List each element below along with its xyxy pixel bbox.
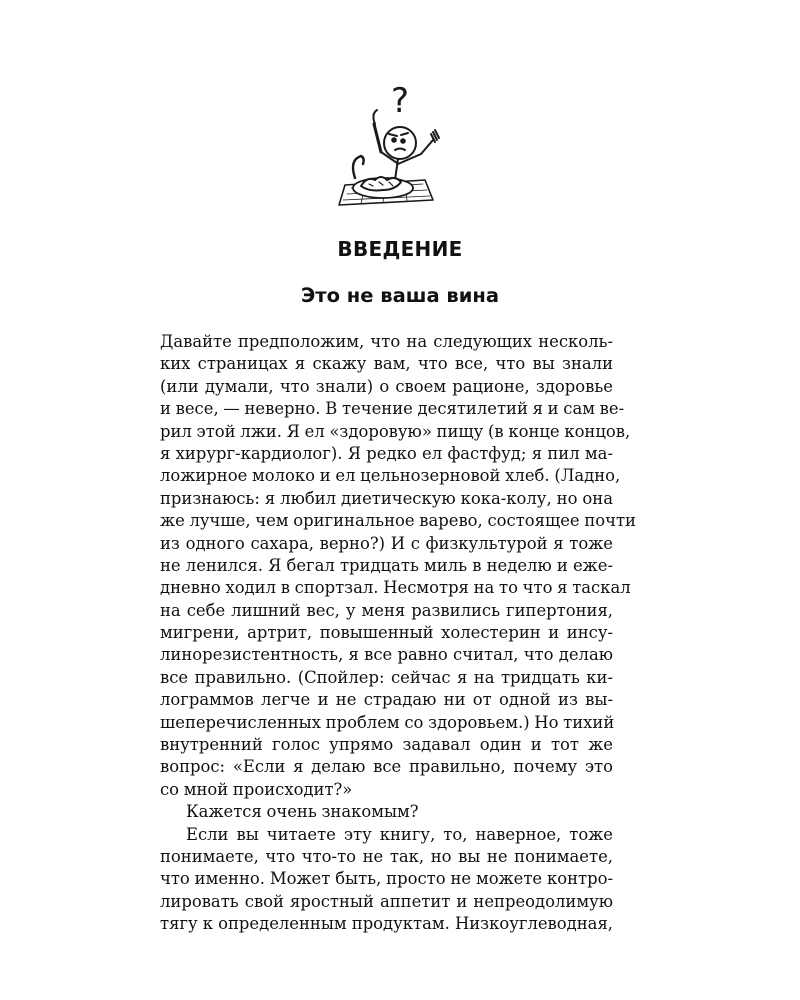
text-line: ложирное молоко и ел цельнозерновой хлеб. (Ладно, (160, 466, 621, 486)
text-line: понимаете, что что-то не так, но вы не понимаете, (160, 846, 613, 866)
text-line: дневно ходил в спортзал. Несмотря на то что я таскал (160, 578, 631, 598)
question-mark-icon: ? (391, 81, 410, 121)
chapter-title: ВВЕДЕНИЕ (337, 237, 463, 261)
text-line: я хирург-кардиолог). Я редко ел фастфуд; я пил ма- (160, 443, 613, 463)
text-line: признаюсь: я любил диетическую кока-колу, но она (160, 488, 613, 508)
text-line: мигрени, артрит, повышенный холестерин и инсу- (160, 623, 613, 643)
text-line: не ленился. Я бегал тридцать миль в неделю и еже- (160, 555, 613, 575)
text-line: тягу к определенным продуктам. Низкоуглеводная, (160, 914, 613, 934)
text-line: все правильно. (Спойлер: сейчас я на тридцать ки- (160, 667, 613, 687)
text-line: Если вы читаете эту книгу, то, наверное, тоже (186, 824, 613, 844)
text-line: же лучше, чем оригинальное варево, состоящее почти (160, 511, 636, 531)
text-line: что именно. Может быть, просто не можете контро- (160, 869, 613, 889)
chapter-subtitle: Это не ваша вина (300, 284, 500, 307)
text-line: лограммов легче и не страдаю ни от одной из вы- (160, 690, 613, 710)
text-line: линорезистентность, я все равно считал, что делаю (160, 645, 613, 665)
text-line: ких страницах я скажу вам, что все, что вы знали (160, 354, 613, 374)
text-line: Кажется очень знакомым? (186, 802, 419, 822)
text-line: лировать свой яростный аппетит и непреодолимую (160, 891, 613, 911)
text-line: вопрос: «Если я делаю все правильно, почему это (160, 757, 613, 777)
body-text (160, 331, 636, 936)
text-line: шеперечисленных проблем со здоровьем.) Но тихий (160, 712, 615, 732)
text-line: со мной происходит?» (160, 779, 353, 799)
text-line: (или думали, что знали) о своем рационе, здоровье (160, 376, 613, 396)
text-line: Давайте предположим, что на следующих несколь- (160, 332, 613, 351)
text-line: и весе, — неверно. В течение десятилетий я и сам ве- (160, 399, 625, 419)
text-line: внутренний голос упрямо задавал один и тот же (160, 735, 613, 755)
text-line: из одного сахара, верно?) И с физкультурой я тоже (160, 533, 613, 553)
confused-eater-icon (325, 80, 455, 215)
text-line: на себе лишний вес, у меня развились гипертония, (160, 600, 613, 620)
text-line: рил этой лжи. Я ел «здоровую» пищу (в конце концов, (160, 421, 631, 441)
